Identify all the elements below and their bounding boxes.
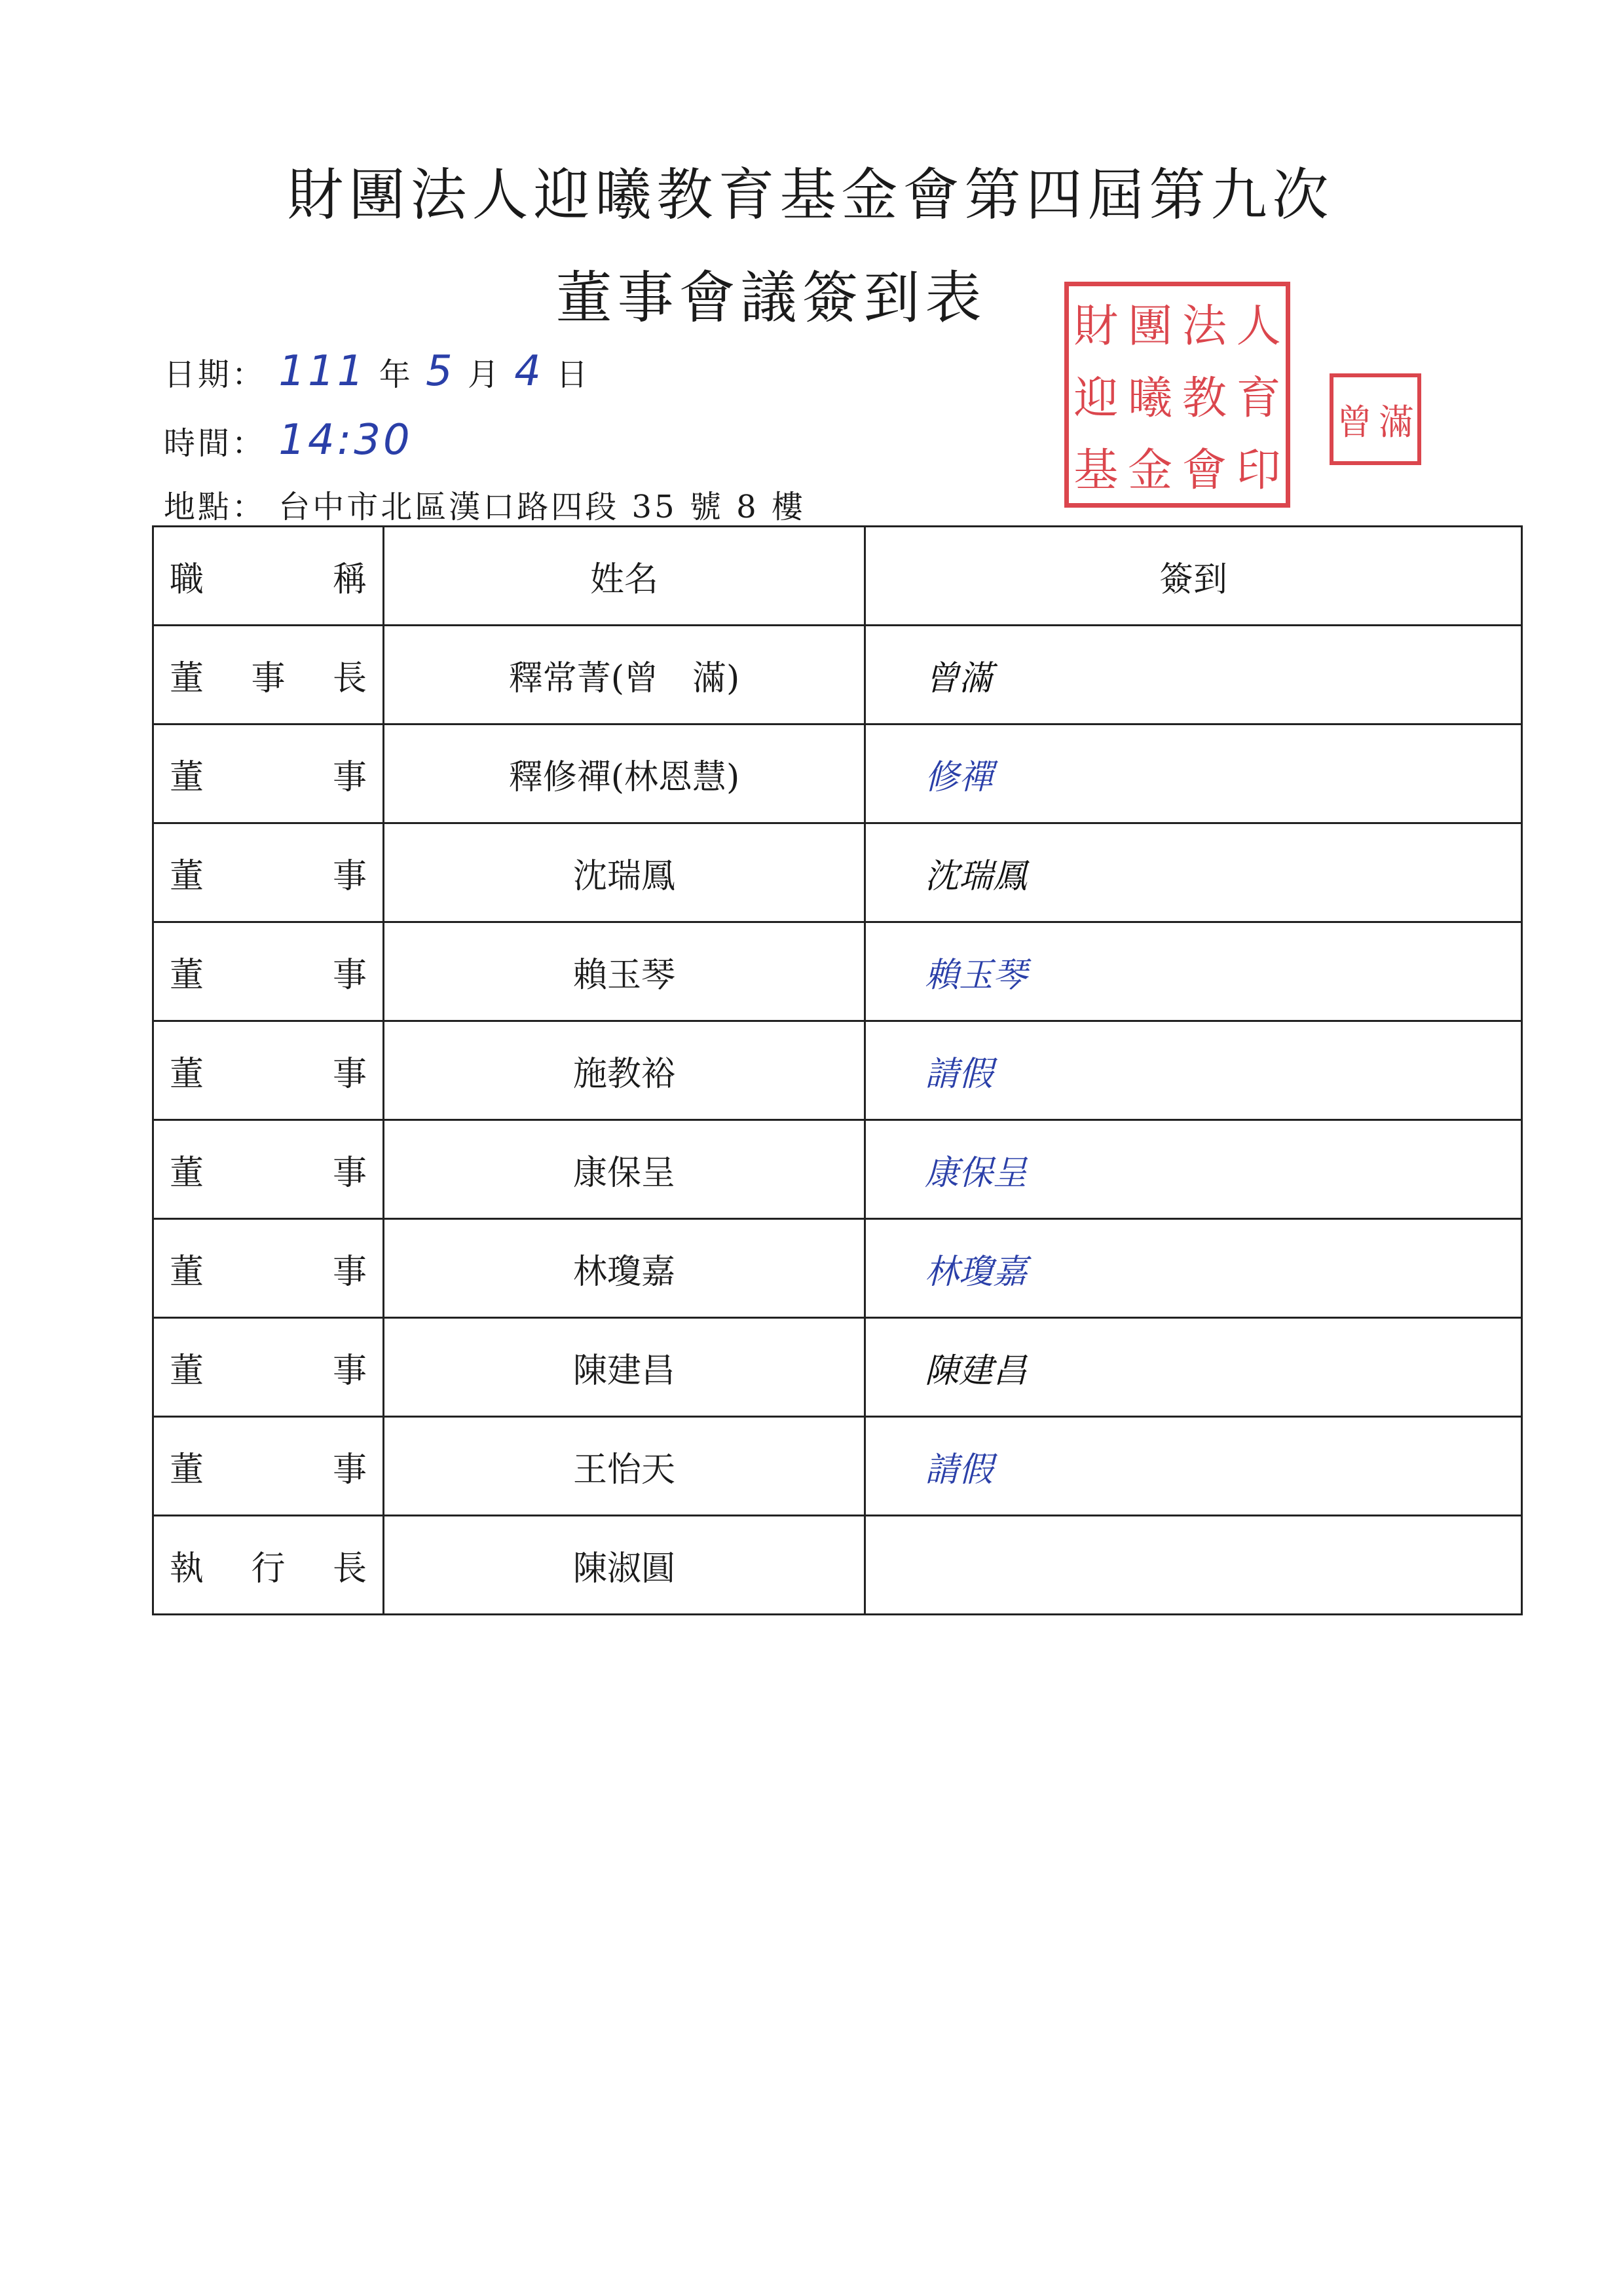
attendance-table xyxy=(152,525,1523,1615)
name-cell: 釋常菁(曾 滿) xyxy=(384,626,865,725)
position-cell xyxy=(153,823,384,922)
table-row xyxy=(153,1021,1522,1120)
position-cell xyxy=(153,1318,384,1417)
table-row xyxy=(153,1516,1522,1615)
position-char: 事 xyxy=(332,1450,367,1490)
position-char: 董 xyxy=(170,658,204,698)
position-char: 董 xyxy=(170,1153,204,1193)
table-row xyxy=(153,725,1522,823)
signature-cell: 曾滿 xyxy=(865,626,1522,725)
name-cell: 陳淑圓 xyxy=(384,1516,865,1615)
position-cell xyxy=(153,1120,384,1219)
position-char: 長 xyxy=(332,658,367,698)
position-cell xyxy=(153,725,384,823)
time-line xyxy=(164,416,413,464)
name-cell: 釋修禪(林恩慧) xyxy=(384,725,865,823)
position-cell xyxy=(153,626,384,725)
date-label: 日期： xyxy=(164,356,267,393)
date-month-unit: 月 xyxy=(467,356,502,393)
position-char: 事 xyxy=(332,1153,367,1193)
position-char: 事 xyxy=(332,955,367,995)
position-char: 董 xyxy=(170,1351,204,1391)
signature-cell: 陳建昌 xyxy=(865,1318,1522,1417)
signature-cell: 康保呈 xyxy=(865,1120,1522,1219)
signature-cell: 林瓊嘉 xyxy=(865,1219,1522,1318)
date-line xyxy=(164,347,590,396)
name-cell: 賴玉琴 xyxy=(384,922,865,1021)
position-char: 董 xyxy=(170,1252,204,1292)
position-char: 董 xyxy=(170,1450,204,1490)
chairman-seal-stamp xyxy=(1330,373,1421,465)
seal-char: 教 xyxy=(1182,372,1227,424)
name-cell: 林瓊嘉 xyxy=(384,1219,865,1318)
location-line xyxy=(164,481,806,527)
name-cell: 沈瑞鳳 xyxy=(384,823,865,922)
date-year: 111 xyxy=(278,347,367,396)
location-label: 地點： xyxy=(164,489,267,525)
document-subtitle: 董事會議簽到表 xyxy=(555,265,987,331)
table-row xyxy=(153,626,1522,725)
signature-cell: 修禪 xyxy=(865,725,1522,823)
position-cell xyxy=(153,1417,384,1516)
table-row xyxy=(153,1120,1522,1219)
position-char: 事 xyxy=(332,1054,367,1094)
seal-char: 育 xyxy=(1236,372,1281,424)
seal-char: 會 xyxy=(1182,445,1227,497)
signature-cell xyxy=(865,1516,1522,1615)
position-char: 長 xyxy=(332,1549,367,1589)
position-char: 董 xyxy=(170,757,204,797)
seal-char: 法 xyxy=(1182,300,1227,352)
name-cell: 康保呈 xyxy=(384,1120,865,1219)
date-day: 4 xyxy=(514,347,544,396)
position-char: 事 xyxy=(332,1252,367,1292)
position-char: 行 xyxy=(251,1549,286,1589)
position-char: 事 xyxy=(332,1351,367,1391)
seal-char: 財 xyxy=(1073,300,1119,352)
seal-char: 曦 xyxy=(1128,372,1173,424)
position-cell xyxy=(153,1516,384,1615)
position-cell xyxy=(153,1219,384,1318)
position-char: 執 xyxy=(170,1549,204,1589)
seal-char: 曾 xyxy=(1337,401,1372,443)
time-label: 時間： xyxy=(164,425,267,462)
position-char: 董 xyxy=(170,856,204,896)
seal-char: 人 xyxy=(1236,300,1281,352)
table-row xyxy=(153,1219,1522,1318)
header-position xyxy=(153,527,384,626)
header-signature: 簽到 xyxy=(865,527,1522,626)
time-value: 14:30 xyxy=(278,416,413,464)
header-name: 姓名 xyxy=(384,527,865,626)
position-char: 董 xyxy=(170,955,204,995)
foundation-seal-stamp xyxy=(1064,282,1290,508)
document-title: 財團法人迎曦教育基金會第四屆第九次 xyxy=(287,162,1334,228)
seal-char: 金 xyxy=(1128,445,1173,497)
position-char: 董 xyxy=(170,1054,204,1094)
signature-cell: 沈瑞鳳 xyxy=(865,823,1522,922)
signature-cell: 賴玉琴 xyxy=(865,922,1522,1021)
signature-cell: 請假 xyxy=(865,1417,1522,1516)
name-cell: 陳建昌 xyxy=(384,1318,865,1417)
signature-cell: 請假 xyxy=(865,1021,1522,1120)
position-cell xyxy=(153,1021,384,1120)
date-year-unit: 年 xyxy=(379,356,413,393)
table-row xyxy=(153,922,1522,1021)
seal-char: 迎 xyxy=(1073,372,1119,424)
seal-char: 印 xyxy=(1236,445,1281,497)
table-row xyxy=(153,823,1522,922)
name-cell: 施教裕 xyxy=(384,1021,865,1120)
name-cell: 王怡天 xyxy=(384,1417,865,1516)
table-header-row xyxy=(153,527,1522,626)
date-day-unit: 日 xyxy=(556,356,591,393)
table-row xyxy=(153,1318,1522,1417)
location-value: 台中市北區漢口路四段 35 號 8 樓 xyxy=(278,489,806,525)
date-month: 5 xyxy=(425,347,455,396)
table-row xyxy=(153,1417,1522,1516)
header-position-char: 職 xyxy=(170,559,204,599)
header-position-char: 稱 xyxy=(332,559,367,599)
seal-char: 團 xyxy=(1128,300,1173,352)
seal-char: 基 xyxy=(1073,445,1119,497)
seal-char: 滿 xyxy=(1379,401,1414,443)
position-cell xyxy=(153,922,384,1021)
position-char: 事 xyxy=(332,856,367,896)
position-char: 事 xyxy=(332,757,367,797)
position-char: 事 xyxy=(251,658,286,698)
